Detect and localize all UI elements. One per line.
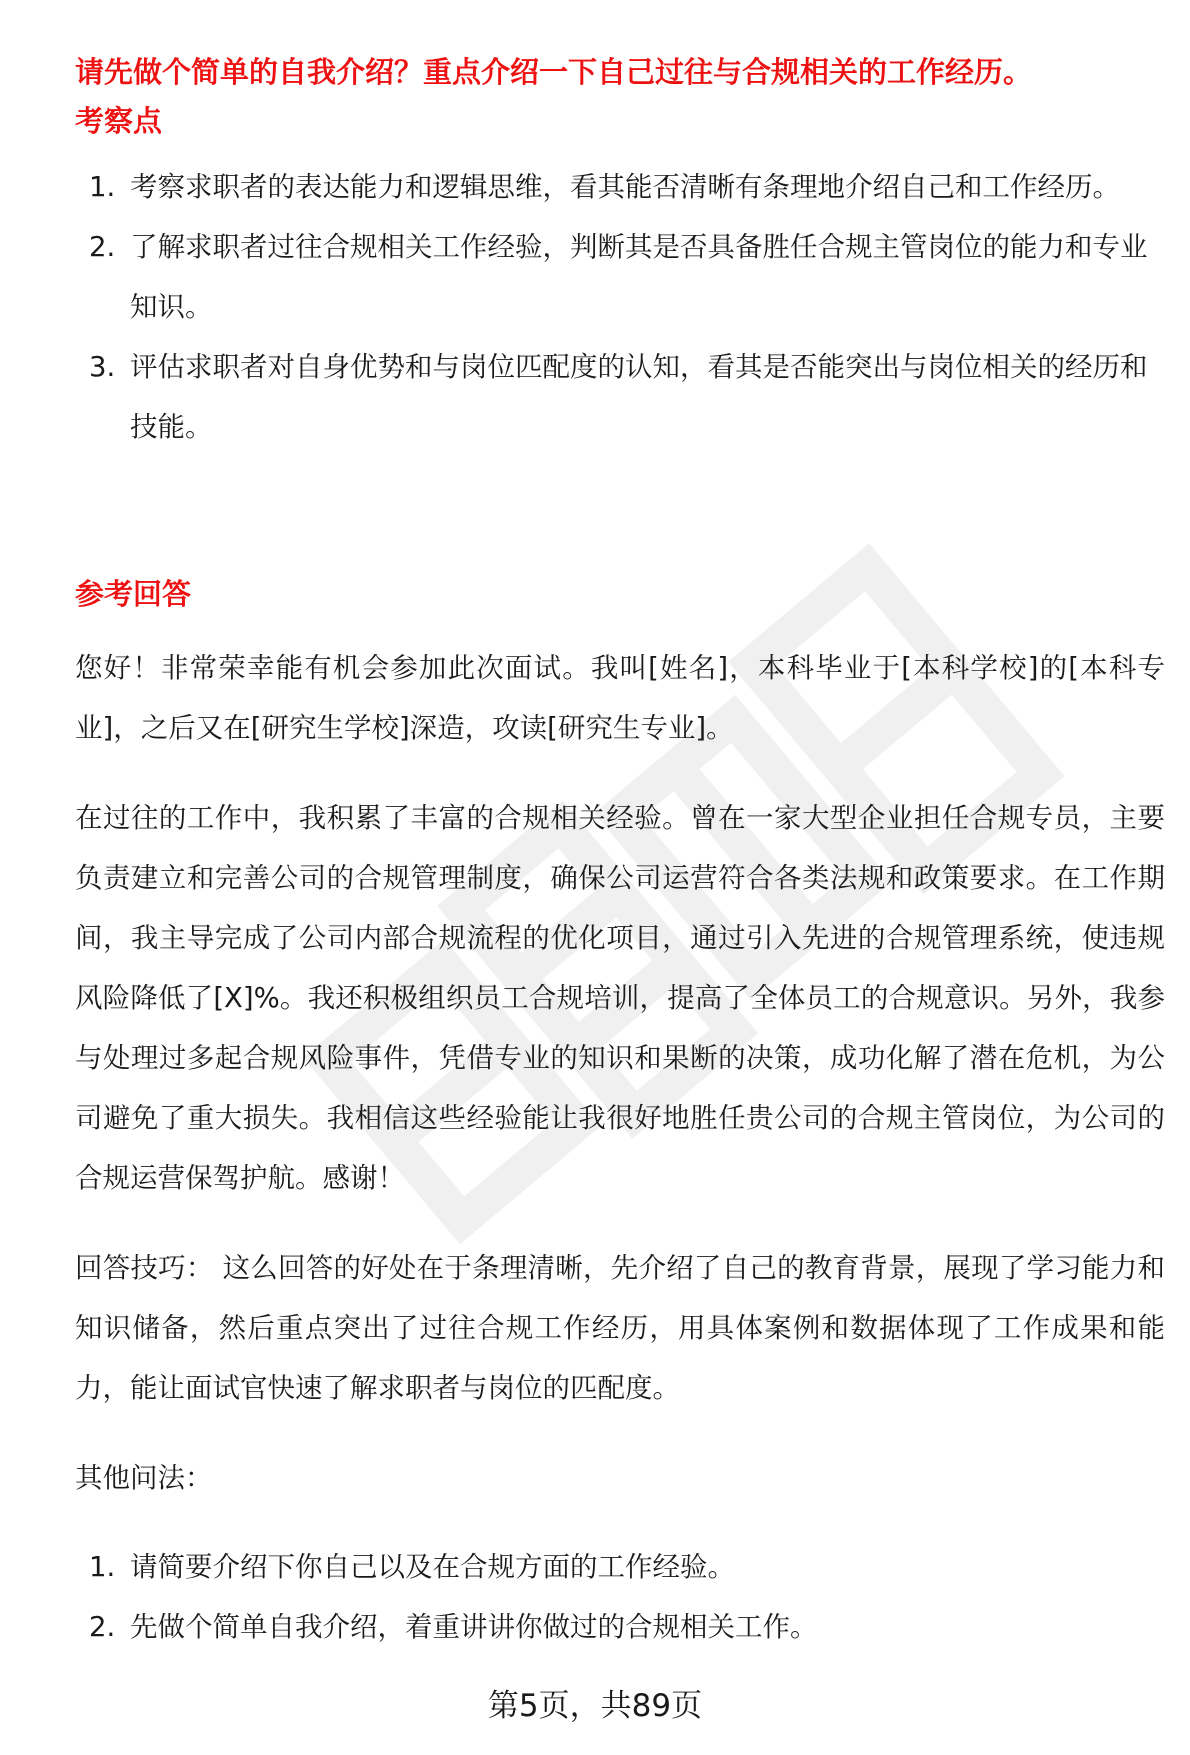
list-item <box>75 157 1155 217</box>
list-number: 3. <box>89 351 116 383</box>
list-item <box>75 337 1155 457</box>
list-number: 1. <box>89 171 116 203</box>
answer-tips: 回答技巧： 这么回答的好处在于条理清晰，先介绍了自己的教育背景，展现了学习能力和知识储备，然后重点突出了过往合规工作经历，用具体案例和数据体现了工作成果和能力，能让面试官快速了解求职者与岗位的匹配度。 <box>75 1252 1165 1404</box>
list-text: 考察求职者的表达能力和逻辑思维，看其能否清晰有条理地介绍自己和工作经历。 <box>130 171 1120 203</box>
list-item <box>75 217 1155 337</box>
list-text: 先做个简单自我介绍，着重讲讲你做过的合规相关工作。 <box>130 1611 818 1643</box>
list-item <box>75 1597 1155 1657</box>
list-text: 请简要介绍下你自己以及在合规方面的工作经验。 <box>130 1551 735 1583</box>
list-number: 2. <box>89 1611 116 1643</box>
question-title: 请先做个简单的自我介绍？重点介绍一下自己过往与合规相关的工作经历。 <box>75 55 1033 89</box>
points-heading: 考察点 <box>75 104 163 138</box>
answer-paragraph-intro: 您好！非常荣幸能有机会参加此次面试。我叫[姓名]，本科毕业于[本科学校]的[本科专业]，之后又在[研究生学校]深造，攻读[研究生专业]。 <box>75 652 1165 744</box>
list-number: 2. <box>89 231 116 263</box>
answer-paragraph-experience: 在过往的工作中，我积累了丰富的合规相关经验。曾在一家大型企业担任合规专员，主要负责建立和完善公司的合规管理制度，确保公司运营符合各类法规和政策要求。在工作期间，我主导完成了公司内部合规流程的优化项目，通过引入先进的合规管理系统，使违规风险降低了[X]%。我还积极组织员工合规培训，提高了全体员工的合规意识。另外，我参与处理过多起合规风险事件，凭借专业的知识和果断的决策，成功化解了潜在危机，为公司避免了重大损失。我相信这些经验能让我很好地胜任贵公司的合规主管岗位，为公司的合规运营保驾护航。感谢！ <box>75 802 1165 1194</box>
points-list <box>75 157 1155 457</box>
other-questions-list <box>75 1537 1155 1657</box>
list-item <box>75 1537 1155 1597</box>
list-text: 了解求职者过往合规相关工作经验，判断其是否具备胜任合规主管岗位的能力和专业知识。 <box>130 231 1148 323</box>
list-text: 评估求职者对自身优势和与岗位匹配度的认知，看其是否能突出与岗位相关的经历和技能。 <box>130 351 1148 443</box>
answer-heading: 参考回答 <box>75 577 192 611</box>
other-questions-heading: 其他问法： <box>75 1462 213 1494</box>
page-footer: 第5页，共89页 <box>487 1688 703 1724</box>
list-number: 1. <box>89 1551 116 1583</box>
